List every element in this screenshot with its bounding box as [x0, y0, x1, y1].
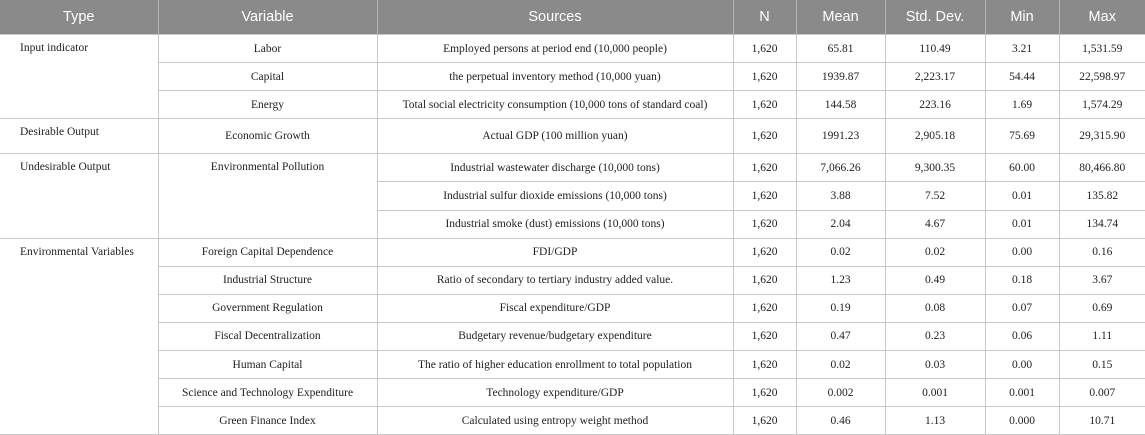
min-cell: 0.07	[985, 294, 1059, 322]
min-cell: 0.00	[985, 351, 1059, 379]
mean-cell: 3.88	[796, 182, 885, 210]
min-cell: 0.01	[985, 182, 1059, 210]
source-cell: Total social electricity consumption (10,000 tons of standard coal)	[377, 91, 733, 119]
sd-cell: 9,300.35	[885, 154, 985, 182]
sd-cell: 1.13	[885, 407, 985, 435]
mean-cell: 0.19	[796, 294, 885, 322]
n-cell: 1,620	[733, 407, 796, 435]
n-cell: 1,620	[733, 210, 796, 238]
max-cell: 0.007	[1059, 379, 1145, 407]
source-cell: the perpetual inventory method (10,000 yuan)	[377, 63, 733, 91]
table-row	[0, 63, 1145, 91]
max-cell: 0.16	[1059, 238, 1145, 266]
min-cell: 0.00	[985, 238, 1059, 266]
n-cell: 1,620	[733, 351, 796, 379]
table-row	[0, 154, 1145, 182]
table-row	[0, 322, 1145, 350]
sd-cell: 2,223.17	[885, 63, 985, 91]
mean-cell: 144.58	[796, 91, 885, 119]
table-row	[0, 238, 1145, 266]
source-cell: FDI/GDP	[377, 238, 733, 266]
max-cell: 135.82	[1059, 182, 1145, 210]
n-cell: 1,620	[733, 322, 796, 350]
mean-cell: 0.46	[796, 407, 885, 435]
table-row	[0, 379, 1145, 407]
source-cell: Ratio of secondary to tertiary industry added value.	[377, 266, 733, 294]
variable-cell: Foreign Capital Dependence	[158, 238, 377, 266]
variable-cell: Green Finance Index	[158, 407, 377, 435]
max-cell: 10.71	[1059, 407, 1145, 435]
max-cell: 29,315.90	[1059, 119, 1145, 154]
n-cell: 1,620	[733, 91, 796, 119]
source-cell: Budgetary revenue/budgetary expenditure	[377, 322, 733, 350]
n-cell: 1,620	[733, 379, 796, 407]
sd-cell: 0.23	[885, 322, 985, 350]
table-row	[0, 407, 1145, 435]
max-cell: 0.69	[1059, 294, 1145, 322]
n-cell: 1,620	[733, 63, 796, 91]
n-cell: 1,620	[733, 294, 796, 322]
sd-cell: 0.02	[885, 238, 985, 266]
max-cell: 1,574.29	[1059, 91, 1145, 119]
variable-cell: Fiscal Decentralization	[158, 322, 377, 350]
sd-cell: 110.49	[885, 35, 985, 63]
min-cell: 0.01	[985, 210, 1059, 238]
source-cell: Industrial wastewater discharge (10,000 tons)	[377, 154, 733, 182]
source-cell: Fiscal expenditure/GDP	[377, 294, 733, 322]
n-cell: 1,620	[733, 266, 796, 294]
mean-cell: 2.04	[796, 210, 885, 238]
sd-cell: 7.52	[885, 182, 985, 210]
sd-cell: 4.67	[885, 210, 985, 238]
min-cell: 0.06	[985, 322, 1059, 350]
header-variable: Variable	[158, 0, 377, 35]
type-cell: Input indicator	[0, 35, 158, 119]
header-min: Min	[985, 0, 1059, 35]
mean-cell: 1939.87	[796, 63, 885, 91]
min-cell: 54.44	[985, 63, 1059, 91]
variable-cell: Industrial Structure	[158, 266, 377, 294]
min-cell: 0.000	[985, 407, 1059, 435]
type-cell: Environmental Variables	[0, 238, 158, 435]
header-std-dev: Std. Dev.	[885, 0, 985, 35]
max-cell: 0.15	[1059, 351, 1145, 379]
source-cell: Actual GDP (100 million yuan)	[377, 119, 733, 154]
table-row	[0, 266, 1145, 294]
header-mean: Mean	[796, 0, 885, 35]
table-row	[0, 91, 1145, 119]
source-cell: Industrial sulfur dioxide emissions (10,000 tons)	[377, 182, 733, 210]
max-cell: 22,598.97	[1059, 63, 1145, 91]
header-type: Type	[0, 0, 158, 35]
sd-cell: 2,905.18	[885, 119, 985, 154]
sd-cell: 0.001	[885, 379, 985, 407]
n-cell: 1,620	[733, 238, 796, 266]
variable-cell: Human Capital	[158, 351, 377, 379]
min-cell: 1.69	[985, 91, 1059, 119]
type-cell: Desirable Output	[0, 119, 158, 154]
table-row	[0, 294, 1145, 322]
header-row	[0, 0, 1145, 35]
variable-cell: Economic Growth	[158, 119, 377, 154]
mean-cell: 1991.23	[796, 119, 885, 154]
min-cell: 60.00	[985, 154, 1059, 182]
sd-cell: 0.08	[885, 294, 985, 322]
max-cell: 80,466.80	[1059, 154, 1145, 182]
min-cell: 0.18	[985, 266, 1059, 294]
n-cell: 1,620	[733, 154, 796, 182]
header-max: Max	[1059, 0, 1145, 35]
max-cell: 1.11	[1059, 322, 1145, 350]
min-cell: 0.001	[985, 379, 1059, 407]
mean-cell: 1.23	[796, 266, 885, 294]
variable-cell: Labor	[158, 35, 377, 63]
variable-cell: Energy	[158, 91, 377, 119]
source-cell: Employed persons at period end (10,000 people)	[377, 35, 733, 63]
table-row	[0, 119, 1145, 154]
source-cell: Industrial smoke (dust) emissions (10,000 tons)	[377, 210, 733, 238]
max-cell: 3.67	[1059, 266, 1145, 294]
source-cell: The ratio of higher education enrollment to total population	[377, 351, 733, 379]
mean-cell: 0.47	[796, 322, 885, 350]
mean-cell: 65.81	[796, 35, 885, 63]
table-row	[0, 35, 1145, 63]
max-cell: 134.74	[1059, 210, 1145, 238]
min-cell: 75.69	[985, 119, 1059, 154]
mean-cell: 0.02	[796, 351, 885, 379]
mean-cell: 7,066.26	[796, 154, 885, 182]
variable-cell: Science and Technology Expenditure	[158, 379, 377, 407]
sd-cell: 0.03	[885, 351, 985, 379]
max-cell: 1,531.59	[1059, 35, 1145, 63]
source-cell: Calculated using entropy weight method	[377, 407, 733, 435]
n-cell: 1,620	[733, 119, 796, 154]
variable-cell: Government Regulation	[158, 294, 377, 322]
sd-cell: 223.16	[885, 91, 985, 119]
source-cell: Technology expenditure/GDP	[377, 379, 733, 407]
variable-cell: Capital	[158, 63, 377, 91]
header-sources: Sources	[377, 0, 733, 35]
mean-cell: 0.02	[796, 238, 885, 266]
n-cell: 1,620	[733, 35, 796, 63]
min-cell: 3.21	[985, 35, 1059, 63]
header-n: N	[733, 0, 796, 35]
variable-cell: Environmental Pollution	[158, 154, 377, 238]
mean-cell: 0.002	[796, 379, 885, 407]
n-cell: 1,620	[733, 182, 796, 210]
type-cell: Undesirable Output	[0, 154, 158, 238]
table-row	[0, 351, 1145, 379]
sd-cell: 0.49	[885, 266, 985, 294]
